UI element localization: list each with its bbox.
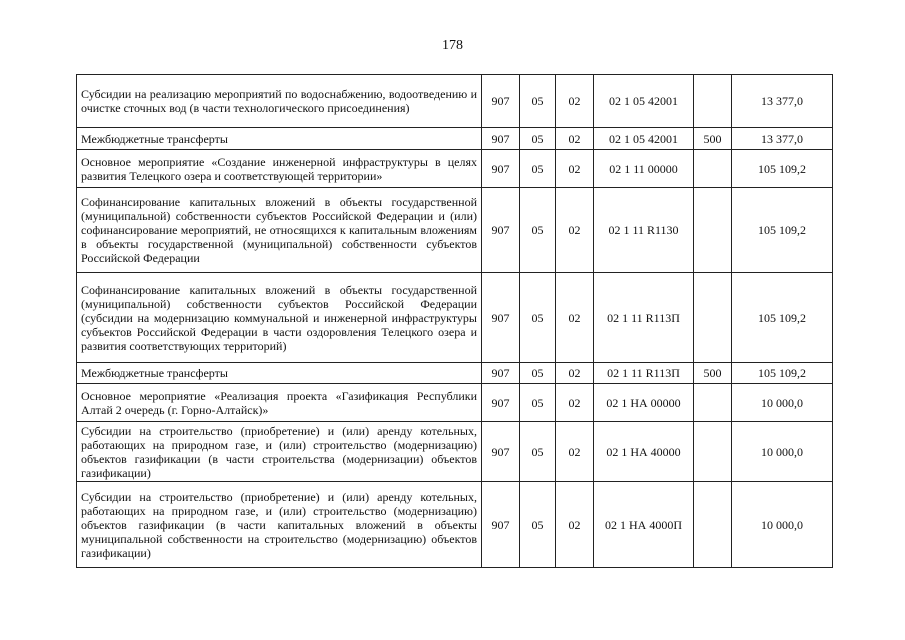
expense-type-code: 500 (694, 363, 732, 384)
row-description: Субсидии на строительство (приобретение) и (или) аренду котельных, работающих на природном газе, и (или) строительство (модернизацию) объектов газификации (в части строительства (модернизации) объектов газификации) (77, 422, 482, 482)
subsection-code: 02 (556, 482, 594, 568)
table-row (77, 188, 833, 273)
amount: 105 109,2 (732, 273, 833, 363)
target-article-code: 02 1 НА 4000П (594, 482, 694, 568)
target-article-code: 02 1 НА 00000 (594, 384, 694, 422)
row-description: Межбюджетные трансферты (77, 363, 482, 384)
amount: 10 000,0 (732, 384, 833, 422)
amount: 105 109,2 (732, 188, 833, 273)
table-row (77, 75, 833, 128)
expense-type-code: 500 (694, 128, 732, 150)
target-article-code: 02 1 11 R113П (594, 363, 694, 384)
expense-type-code (694, 482, 732, 568)
subsection-code: 02 (556, 363, 594, 384)
ministry-code: 907 (482, 188, 520, 273)
table-row (77, 482, 833, 568)
subsection-code: 02 (556, 75, 594, 128)
expense-type-code (694, 188, 732, 273)
expense-type-code (694, 422, 732, 482)
subsection-code: 02 (556, 150, 594, 188)
row-description: Межбюджетные трансферты (77, 128, 482, 150)
ministry-code: 907 (482, 422, 520, 482)
expense-type-code (694, 273, 732, 363)
expense-type-code (694, 150, 732, 188)
expense-type-code (694, 75, 732, 128)
row-description: Основное мероприятие «Создание инженерной инфраструктуры в целях развития Телецкого озера и соответствующей территории» (77, 150, 482, 188)
table-row (77, 384, 833, 422)
table-row (77, 128, 833, 150)
target-article-code: 02 1 05 42001 (594, 75, 694, 128)
amount: 10 000,0 (732, 422, 833, 482)
table-row (77, 422, 833, 482)
ministry-code: 907 (482, 482, 520, 568)
subsection-code: 02 (556, 188, 594, 273)
subsection-code: 02 (556, 273, 594, 363)
ministry-code: 907 (482, 273, 520, 363)
amount: 10 000,0 (732, 482, 833, 568)
amount: 13 377,0 (732, 128, 833, 150)
amount: 105 109,2 (732, 150, 833, 188)
target-article-code: 02 1 НА 40000 (594, 422, 694, 482)
section-code: 05 (520, 75, 556, 128)
target-article-code: 02 1 11 R1130 (594, 188, 694, 273)
row-description: Софинансирование капитальных вложений в объекты государственной (муниципальной) собственности субъектов Российской Федерации (субсидии на модернизацию коммунальной и инженерной инфраструктуры субъектов Российской Федерации в части оздоровления Телецкого озера и развития соответствующих территорий) (77, 273, 482, 363)
table-row (77, 363, 833, 384)
section-code: 05 (520, 482, 556, 568)
ministry-code: 907 (482, 384, 520, 422)
amount: 105 109,2 (732, 363, 833, 384)
ministry-code: 907 (482, 363, 520, 384)
row-description: Субсидии на реализацию мероприятий по водоснабжению, водоотведению и очистке сточных вод (в части технологического присоединения) (77, 75, 482, 128)
table-row (77, 150, 833, 188)
section-code: 05 (520, 422, 556, 482)
row-description: Софинансирование капитальных вложений в объекты государственной (муниципальной) собственности субъектов Российской Федерации и (или) софинансирование мероприятий, не относящихся к капитальным вложениям в объекты государственной (муниципальной) собственности субъектов Российской Федерации (77, 188, 482, 273)
page-number: 178 (442, 38, 463, 53)
budget-table (76, 74, 833, 568)
subsection-code: 02 (556, 384, 594, 422)
target-article-code: 02 1 11 R113П (594, 273, 694, 363)
section-code: 05 (520, 128, 556, 150)
target-article-code: 02 1 11 00000 (594, 150, 694, 188)
expense-type-code (694, 384, 732, 422)
row-description: Субсидии на строительство (приобретение) и (или) аренду котельных, работающих на природном газе, и (или) строительство (модернизацию) объектов газификации (в части капитальных вложений в объекты муниципальной собственности на строительство (модернизацию) объектов газификации) (77, 482, 482, 568)
ministry-code: 907 (482, 128, 520, 150)
table-row (77, 273, 833, 363)
section-code: 05 (520, 363, 556, 384)
section-code: 05 (520, 384, 556, 422)
section-code: 05 (520, 273, 556, 363)
section-code: 05 (520, 188, 556, 273)
amount: 13 377,0 (732, 75, 833, 128)
subsection-code: 02 (556, 422, 594, 482)
row-description: Основное мероприятие «Реализация проекта «Газификация Республики Алтай 2 очередь (г. Горно-Алтайск)» (77, 384, 482, 422)
section-code: 05 (520, 150, 556, 188)
target-article-code: 02 1 05 42001 (594, 128, 694, 150)
subsection-code: 02 (556, 128, 594, 150)
ministry-code: 907 (482, 75, 520, 128)
ministry-code: 907 (482, 150, 520, 188)
